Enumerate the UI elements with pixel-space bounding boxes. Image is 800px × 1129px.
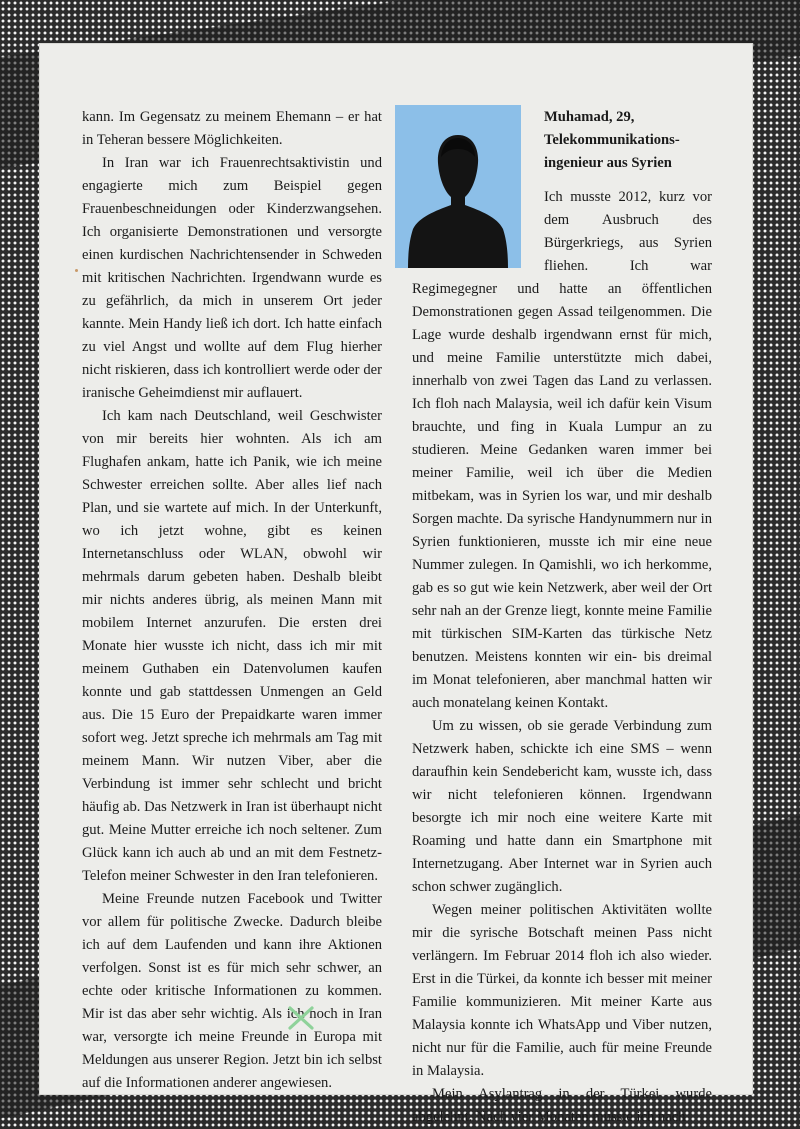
ink-speck <box>75 269 78 272</box>
right-column <box>412 106 712 1129</box>
magazine-page <box>40 44 752 1125</box>
end-mark-x-icon <box>286 1005 316 1031</box>
paragraph: Ich musste 2012, kurz vor dem Ausbruch des Bürgerkriegs, aus Syrien fliehen. Ich war Regimegegner und hatte an öffentlichen Demonstrationen gegen Assad teilgenommen. Die Lage wurde deshalb irgendwann ernst für mich, und meine Familie unterstützte mich dabei, innerhalb von zwei Tagen das Land zu verlassen. Ich floh nach Malaysia, weil ich dafür kein Visum brauchte, und fing in Kuala Lumpur an zu studieren. Meine Gedanken waren immer bei meiner Familie, weil ich über die Medien mitbekam, was in Syrien los war, und mir deshalb Sorgen machte. Da syrische Handynummern nur in Syrien funktionieren, musste ich mir eine neue Nummer zulegen. In Qamishli, wo ich herkomme, gab es so gut wie kein Netzwerk, aber weil der Ort sehr nah an der Grenze liegt, konnte meine Familie mit türkischen SIM-Karten das türkische Netz benutzen. Meistens konnten wir ein- bis dreimal im Monat telefonieren, aber manchmal hatten wir auch monatelang keinen Kontakt. <box>412 189 712 711</box>
paragraph: Um zu wissen, ob sie gerade Verbindung zum Netzwerk haben, schickte ich eine SMS – wenn daraufhin kein Sendebericht kam, wusste ich, dass wir nicht telefonieren können. Irgendwann besorgte ich mir noch eine weitere Karte mit Roaming und hatte dann ein Smartphone mit Internetzugang. Aber Internet war in Syrien auch schon schwer zugänglich. <box>412 718 712 895</box>
paragraph: Wegen meiner politischen Aktivitäten wollte mir die syrische Botschaft meinen Pass nicht verlängern. Im Februar 2014 floh ich also wieder. Erst in die Türkei, da konnte ich besser mit meiner Familie kommunizieren. Mit meiner Karte aus Malaysia konnte ich WhatsApp und Viber nutzen, nicht nur für die Familie, auch für meine Freunde in Malaysia. <box>412 902 712 1079</box>
paragraph: Ich kam nach Deutschland, weil Geschwister von mir bereits hier wohnten. Als ich am Flughafen ankam, hatte ich Panik, wie ich meine Schwester erreichen sollte. Aber alles lief nach Plan, und sie wartete auf mich. In der Unterkunft, wo ich jetzt wohne, gibt es keinen Internetanschluss oder WLAN, obwohl wir mehrmals darum gebeten haben. Deshalb bleibt mir nichts anderes übrig, als meinen Mann mit mobilem Internet anzurufen. Die ersten drei Monate hier wusste ich nicht, dass ich mir mit meinem Guthaben ein Datenvolumen kaufen konnte und gab stattdessen Unmengen an Geld aus. Die 15 Euro der Prepaidkarte waren immer sofort weg. Jetzt spreche ich mehrmals am Tag mit meinem Mann. Wir nutzen Viber, aber die Verbindung ist immer sehr schlecht und bricht häufig ab. Das Netzwerk in Iran ist überhaupt nicht gut. Meine Mutter erreiche ich noch seltener. Zum Glück kann ich auch ab und an mit dem Festnetz-Telefon meiner Schwester in den Iran telefonieren. <box>82 408 382 884</box>
paragraph: In Iran war ich Frauenrechtsaktivistin und engagierte mich zum Beispiel gegen Frauenbeschneidungen oder Kinderzwangsehen. Ich organisierte Demonstrationen und versorgte einen kurdischen Nachrichtensender in Schweden mit kritischen Nachrichten. Irgendwann wurde es zu gefährlich, da mich in unserem Ort jeder kannte. Mein Handy ließ ich dort. Ich hatte einfach zu viel Angst und wollte auf dem Flug hierher nicht riskieren, dass ich kontrolliert werde oder der iranische Geheimdienst mir auflauert. <box>82 155 382 401</box>
paragraph: Meine Freunde nutzen Facebook und Twitter vor allem für politische Zwecke. Dadurch bleibe ich auf dem Laufenden und kann ihre Aktionen verfolgen. Sonst ist es für mich sehr schwer, an echte oder kritische Informationen zu kommen. Mir ist das aber sehr wichtig. Als ich noch in Iran war, versorgte ich meine Freunde in Europa mit Meldungen aus unserer Region. Jetzt bin ich selbst auf die Informationen anderer angewiesen. <box>82 891 382 1091</box>
left-column <box>82 106 382 1095</box>
heading-line: Muhamad, 29, <box>544 109 635 125</box>
photo-space <box>412 106 538 269</box>
heading-line: ingenieur aus Syrien <box>544 155 672 171</box>
heading-line: Telekommunikations- <box>544 132 680 148</box>
paragraph: kann. Im Gegensatz zu meinem Ehemann – er hat in Teheran bessere Möglichkeiten. <box>82 109 382 148</box>
paragraph: Mein Asylantrag in der Türkei wurde abgelehnt. Nach vier Monaten musste ich nach <box>412 1086 712 1125</box>
